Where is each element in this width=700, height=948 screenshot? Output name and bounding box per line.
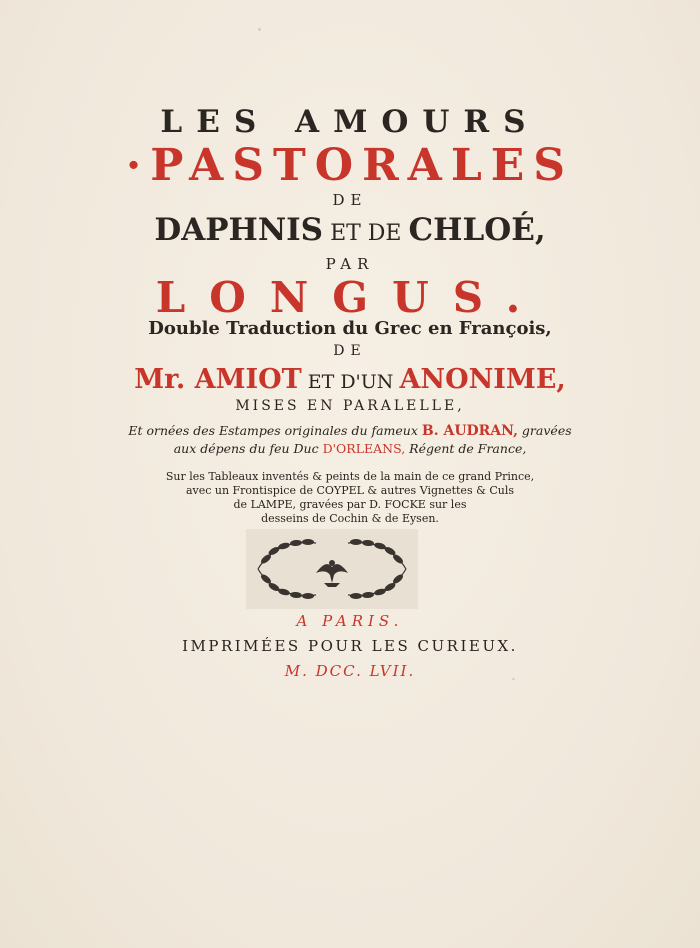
chloe-text: CHLOÉ, [408, 212, 546, 248]
title-line-les-amours: LES AMOURS [160, 104, 540, 140]
anonime-text: ANONIME, [399, 364, 566, 395]
translators-line [0, 364, 700, 395]
place-line: A PARIS. [296, 612, 404, 630]
gravees-text: gravées [517, 423, 572, 438]
title-line-daphnis-chloe [0, 212, 700, 248]
paper-speck [258, 28, 261, 31]
regent-text: Régent de France, [405, 441, 527, 456]
date-line: M. DCC. LVII. [284, 662, 416, 680]
et-dun-text: ET D'UN [301, 371, 400, 393]
author-name: LONGUS. [155, 273, 545, 322]
depens-text: aux dépens du feu Duc [173, 441, 323, 456]
daphnis-text: DAPHNIS [154, 212, 324, 248]
translation-line: Double Traduction du Grec en François, [148, 318, 552, 339]
orleans-text: D'ORLEANS, [322, 441, 406, 456]
title-line-de: DE [332, 191, 368, 209]
depens-line [0, 441, 700, 456]
estampes-text: Et ornées des Estampes originales du fameux [128, 423, 422, 438]
estampes-line [0, 423, 700, 439]
title-line-de-2: DE [333, 343, 367, 359]
et-de-text: ET DE [323, 221, 409, 246]
tableaux-line: Sur les Tableaux inventés & peints de la main de ce grand Prince, [165, 470, 535, 483]
title-line-par: PAR [325, 255, 375, 273]
frontispice-line: avec un Frontispice de COYPEL & autres Vignettes & Culs [185, 484, 515, 497]
amiot-text: Mr. AMIOT [134, 364, 302, 395]
lampe-line: de LAMPE, gravées par D. FOCKE sur les [233, 498, 467, 511]
title-line-pastorales: ·PASTORALES [125, 140, 575, 191]
audran-text: B. AUDRAN, [421, 423, 518, 439]
paralelle-line: MISES EN PARALELLE, [235, 398, 465, 414]
paper-speck [512, 678, 515, 680]
eagle-wreath-icon [246, 529, 418, 609]
engraved-vignette [246, 529, 418, 609]
desseins-line: desseins de Cochin & de Eysen. [261, 512, 439, 525]
printer-line: IMPRIMÉES POUR LES CURIEUX. [182, 637, 518, 655]
